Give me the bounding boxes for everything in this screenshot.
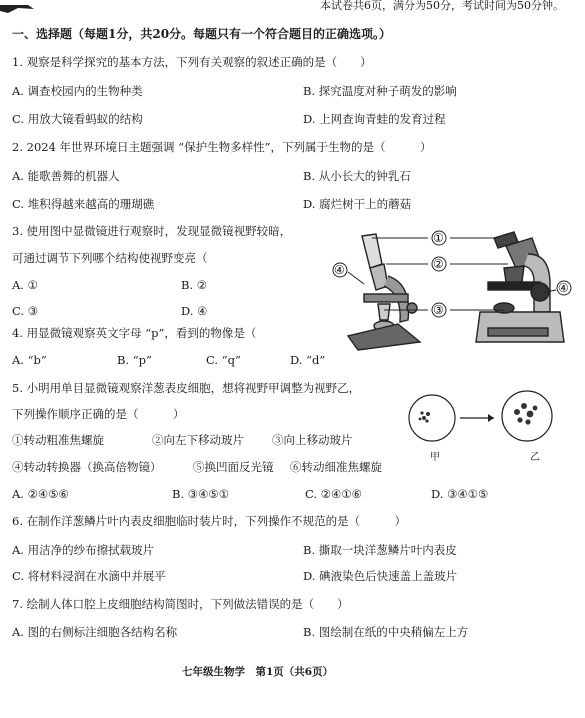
question-5-stem: 5. 小明用单目显微镜观察洋葱表皮细胞，想将视野甲调整为视野乙， (12, 381, 361, 395)
q5-option-a: A. ②④⑤⑥ (12, 487, 69, 501)
question-1-stem: 1. 观察是科学探究的基本方法，下列有关观察的叙述正确的是（ ） (12, 55, 372, 69)
label-1: ① (433, 231, 444, 245)
exam-note: 本试卷共6页，满分为50分，考试时间为50分钟。 (320, 0, 564, 12)
question-3-stem-cont: 可通过调节下列哪个结构使视野变亮（ (12, 251, 208, 265)
view-jia-label: 甲 (430, 452, 440, 463)
views-figure (402, 384, 574, 464)
question-3-stem: 3. 使用图中显微镜进行观察时，发现显微镜视野较暗， (12, 224, 292, 238)
q2-option-c: C. 堆积得越来越高的珊瑚礁 (12, 197, 155, 211)
view-yi-label: 乙 (530, 452, 540, 463)
q6-option-c: C. 将材料浸润在水滴中并展平 (12, 569, 166, 583)
q3-option-d: D. ④ (181, 304, 208, 318)
section-title: 一、选择题（每题1分，共20分。每题只有一个符合题目的正确选项。） (12, 27, 392, 41)
q4-option-c: C. “q” (206, 353, 241, 367)
q2-option-b: B. 从小长大的钟乳石 (303, 169, 411, 183)
q1-option-b: B. 探究温度对种子萌发的影响 (303, 84, 457, 98)
q4-option-b: B. “p” (117, 353, 152, 367)
question-2-stem: 2. 2024 年世界环境日主题强调 “保护生物多样性”，下列属于生物的是（ ） (12, 140, 432, 154)
question-6-stem: 6. 在制作洋葱鳞片叶内表皮细胞临时装片时，下列操作不规范的是（ ） (12, 514, 407, 528)
label-2: ② (433, 257, 444, 271)
q1-option-a: A. 调查校园内的生物种类 (12, 84, 143, 98)
torn-corner (0, 0, 40, 10)
q4-option-d: D. “d” (290, 353, 326, 367)
q2-option-a: A. 能歌善舞的机器人 (12, 169, 120, 183)
q7-option-a: A. 图的右侧标注细胞各结构名称 (12, 625, 178, 639)
question-4-stem: 4. 用显微镜观察英文字母 “p”，看到的物像是（ (12, 326, 257, 340)
q5-step-1: ①转动粗准焦螺旋 (12, 433, 104, 447)
q5-option-c: C. ②④①⑥ (305, 487, 362, 501)
question-7-stem: 7. 绘制人体口腔上皮细胞结构简图时，下列做法错误的是（ ） (12, 597, 349, 611)
q5-option-b: B. ③④⑤① (172, 487, 230, 501)
q5-step-4: ④转动转换器（换高倍物镜） (12, 460, 162, 474)
q7-option-b: B. 图绘制在纸的中央稍偏左上方 (303, 625, 469, 639)
q5-step-6: ⑥转动细准焦螺旋 (290, 460, 382, 474)
q3-option-b: B. ② (181, 278, 208, 292)
q4-option-a: A. “b” (12, 353, 47, 367)
question-5-stem-cont: 下列操作顺序正确的是（ ） (12, 407, 185, 421)
label-4-right: ④ (558, 281, 569, 295)
microscope-figure (328, 224, 580, 364)
q2-option-d: D. 腐烂树干上的蘑菇 (303, 197, 412, 211)
label-3: ③ (433, 303, 444, 317)
q3-option-c: C. ③ (12, 304, 39, 318)
q1-option-c: C. 用放大镜看蚂蚁的结构 (12, 112, 143, 126)
page-footer: 七年级生物学 第1页（共6页） (182, 666, 334, 678)
q6-option-d: D. 碘液染色后快速盖上盖玻片 (303, 569, 458, 583)
q6-option-b: B. 撕取一块洋葱鳞片叶内表皮 (303, 543, 457, 557)
q5-step-2: ②向左下移动玻片 (152, 433, 244, 447)
q5-step-3: ③向上移动玻片 (272, 433, 353, 447)
label-4-left: ④ (334, 263, 345, 277)
q3-option-a: A. ① (12, 278, 38, 292)
q5-step-5: ⑤换凹面反光镜 (193, 460, 274, 474)
q1-option-d: D. 上网查询青蛙的发育过程 (303, 112, 446, 126)
q5-option-d: D. ③④①⑤ (431, 487, 489, 501)
q6-option-a: A. 用洁净的纱布擦拭载玻片 (12, 543, 155, 557)
